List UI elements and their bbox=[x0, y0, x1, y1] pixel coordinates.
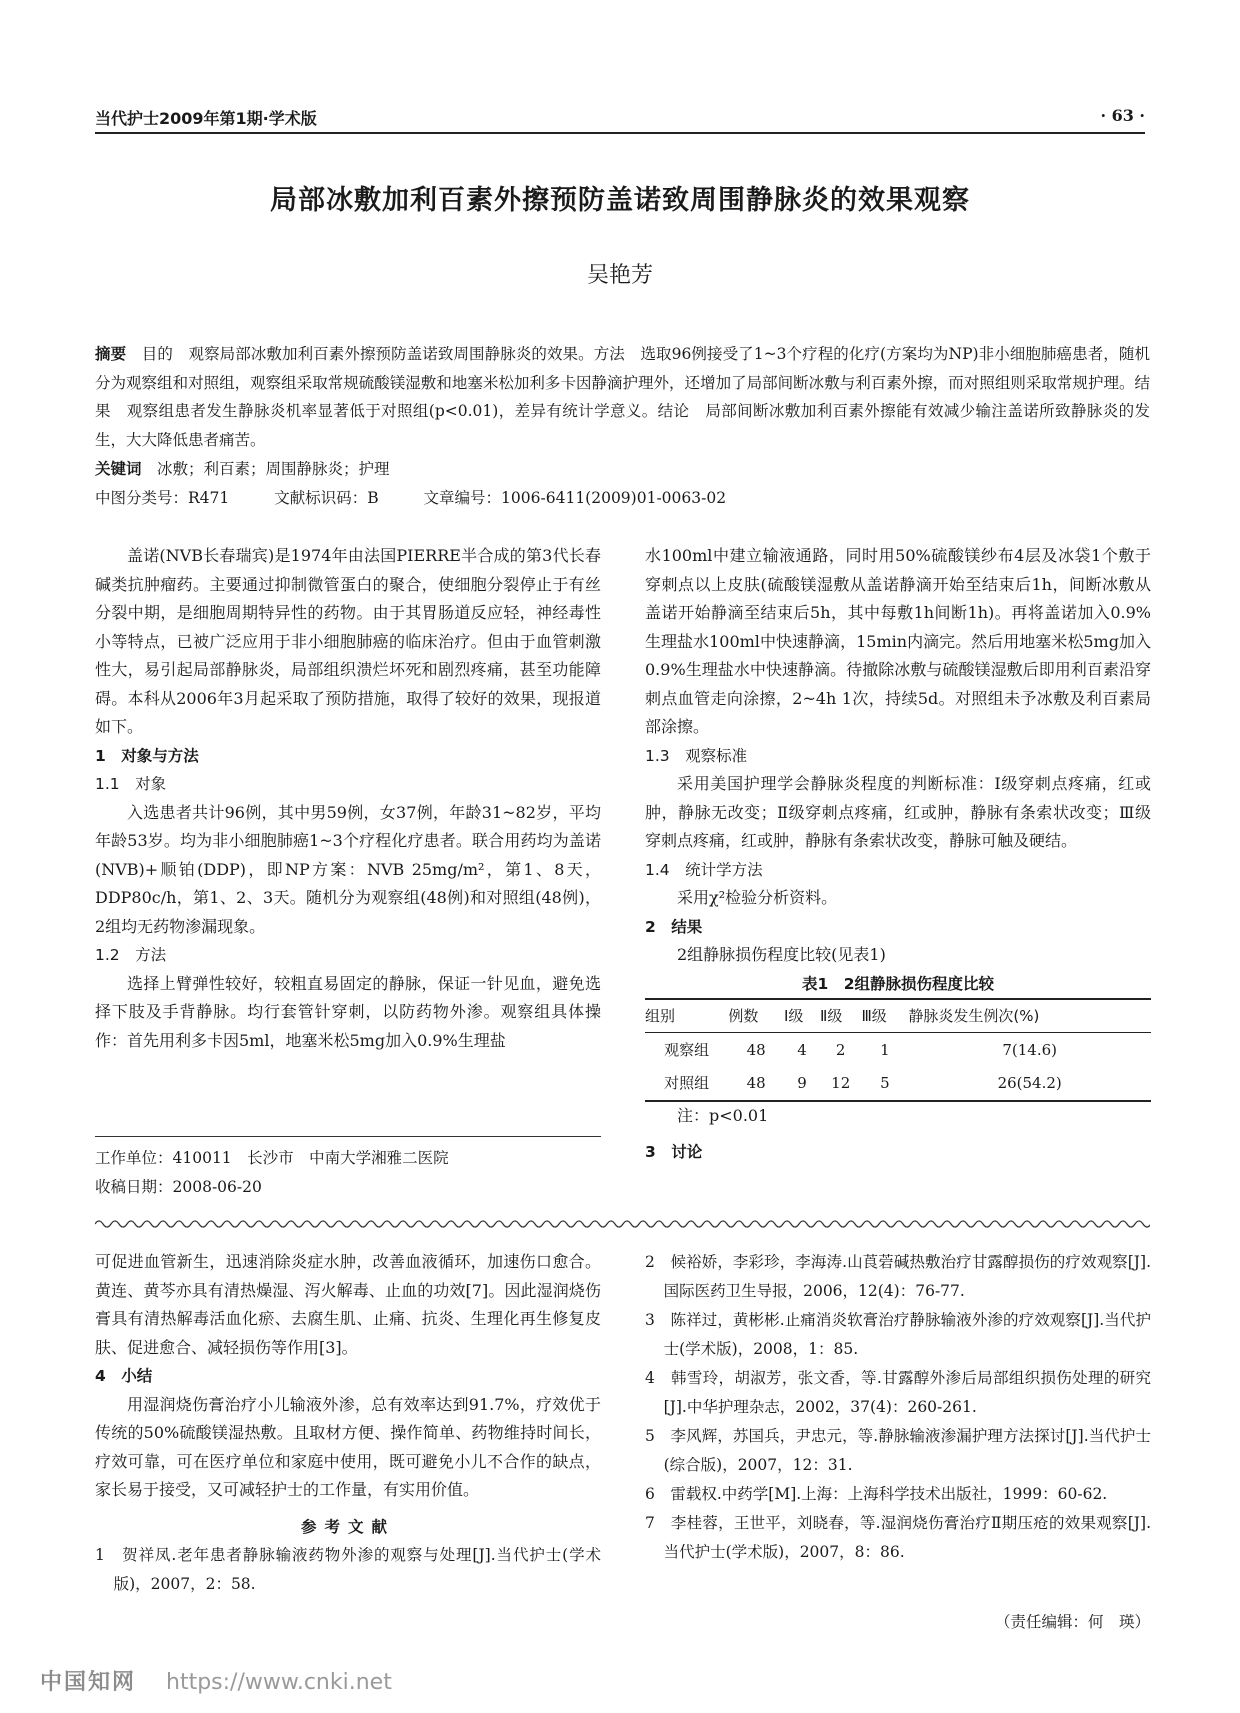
keywords-text: 冰敷；利百素；周围静脉炎；护理 bbox=[157, 460, 390, 478]
footnote bbox=[95, 1144, 449, 1202]
paragraph: 选择上臂弹性较好，较粗直易固定的静脉，保证一针见血，避免选择下肢及手背静脉。均行套管针穿刺，以防药物外渗。观察组具体操作：首先用利多卡因5ml，地塞米松5mg加入0.9%生理盐 bbox=[95, 973, 601, 1050]
cnki-watermark bbox=[40, 1665, 392, 1696]
keywords-label: 关键词 bbox=[95, 460, 142, 478]
table-cell: 1 bbox=[880, 1040, 890, 1059]
clc-number: 中图分类号：R471 bbox=[95, 489, 230, 507]
table-header-cell: Ⅱ级 bbox=[820, 999, 861, 1033]
subsection-heading: 1.2 方法 bbox=[95, 946, 167, 964]
paragraph: 可促进血管新生，迅速消除炎症水肿，改善血液循环，加速伤口愈合。黄连、黄芩亦具有清热燥湿、泻火解毒、止血的功效[7]。因此湿润烧伤膏具有清热解毒活血化瘀、去腐生肌、止痛、抗炎、生理化再生修复皮肤、促进愈合、减轻损伤等作用[3]。 bbox=[95, 1252, 601, 1357]
right-column-top bbox=[645, 542, 1151, 1167]
reference-item: 5 李风辉，苏国兵，尹忠元，等.静脉输液渗漏护理方法探讨[J].当代护士(综合版)，2007，12：31. bbox=[645, 1427, 1151, 1474]
keywords bbox=[95, 457, 390, 479]
intro-paragraph: 盖诺(NVB长春瑞宾)是1974年由法国PIERRE半合成的第3代长春碱类抗肿瘤药。主要通过抑制微管蛋白的聚合，使细胞分裂停止于有丝分裂中期，是细胞周期特异性的药物。由于其胃肠道反应轻，神经毒性小等特点，已被广泛应用于非小细胞肺癌的临床治疗。但由于血管刺激性大，易引起局部静脉炎，局部组织溃烂坏死和剧烈疼痛，甚至功能障碍。本科从2006年3月起采取了预防措施，取得了较好的效果，现报道如下。 bbox=[95, 546, 601, 736]
cnki-url: https://www.cnki.net bbox=[166, 1670, 392, 1695]
running-header bbox=[95, 102, 1145, 134]
left-column-top bbox=[95, 542, 601, 1055]
paragraph: 2组静脉损伤程度比较(见表1) bbox=[677, 945, 886, 964]
abstract-body: 目的 观察局部冰敷加利百素外擦预防盖诺致周围静脉炎的效果。方法 选取96例接受了1~3个疗程的化疗(方案均为NP)非小细胞肺癌患者，随机分为观察组和对照组，观察组采取常规硫酸镁湿敷和地塞米松加利多卡因静滴护理外，还增加了局部间断冰敷与利百素外擦，而对照组则采取常规护理。结果 观察组患者发生静脉炎机率显著低于对照组(p<0.01)，差异有统计学意义。结论 局部间断冰敷加利百素外擦能有效减少输注盖诺所致静脉炎的发生，大大降低患者痛苦。 bbox=[95, 345, 1150, 449]
paragraph: 采用χ²检验分析资料。 bbox=[677, 888, 838, 907]
table-note: 注：p<0.01 bbox=[677, 1105, 769, 1125]
table-cell: 12 bbox=[820, 1067, 861, 1101]
right-column-bottom bbox=[645, 1248, 1151, 1567]
results-table bbox=[645, 998, 1151, 1102]
abstract-label: 摘要 bbox=[95, 345, 127, 363]
doc-code: 文献标识码：B bbox=[274, 489, 379, 507]
page-number: · 63 · bbox=[1100, 106, 1145, 125]
received-date: 收稿日期：2008-06-20 bbox=[95, 1178, 262, 1196]
article-title: 局部冰敷加利百素外擦预防盖诺致周围静脉炎的效果观察 bbox=[270, 185, 970, 216]
table-cell: 对照组 bbox=[645, 1067, 728, 1101]
paragraph: 水100ml中建立输液通路，同时用50%硫酸镁纱布4层及冰袋1个敷于穿刺点以上皮肤(硫酸镁湿敷从盖诺静滴开始至结束后1h，间断冰敷从盖诺开始静滴至结束后5h，其中每敷1h间断1h)。再将盖诺加入0.9%生理盐水100ml中快速静滴，15min内滴完。然后用地塞米松5mg加入0.9%生理盐水中快速静滴。待撤除冰敷与硫酸镁湿敷后即用利百素沿穿刺点血管走向涂擦，2~4h 1次，持续5d。对照组未予冰敷及利百素局部涂擦。 bbox=[645, 546, 1151, 736]
subsection-heading: 1.4 统计学方法 bbox=[645, 860, 763, 879]
cnki-logo: 中国知网 bbox=[40, 1670, 137, 1695]
reference-item: 3 陈祥过，黄彬彬.止痛消炎软膏治疗静脉输液外渗的疗效观察[J].当代护士(学术版)，2008，1：85. bbox=[645, 1311, 1151, 1358]
subsection-heading: 1.1 对象 bbox=[95, 775, 167, 793]
responsible-editor: （责任编辑：何 瑛） bbox=[994, 1613, 1150, 1631]
table-header-cell: Ⅲ级 bbox=[861, 999, 908, 1033]
section-heading: 4 小结 bbox=[95, 1367, 153, 1385]
table-cell: 9 bbox=[784, 1067, 820, 1101]
references-title: 参考文献 bbox=[300, 1517, 395, 1536]
table-cell: 2 bbox=[835, 1040, 846, 1059]
table-cell: 5 bbox=[861, 1067, 908, 1101]
table-header-cell: 组别 bbox=[645, 999, 728, 1033]
section-heading: 2 结果 bbox=[645, 917, 703, 936]
reference-item: 2 候裕娇，李彩珍，李海涛.山莨菪碱热敷治疗甘露醇损伤的疗效观察[J].国际医药卫生导报，2006，12(4)：76-77. bbox=[645, 1253, 1151, 1300]
left-column-bottom bbox=[95, 1248, 601, 1599]
table-title: 表1 2组静脉损伤程度比较 bbox=[801, 974, 995, 993]
abstract bbox=[95, 340, 1150, 454]
table-row bbox=[645, 1067, 1151, 1101]
table-cell: 48 bbox=[728, 1067, 784, 1101]
wavy-divider bbox=[95, 1218, 1150, 1230]
footnote-rule bbox=[95, 1136, 601, 1137]
reference-item: 6 雷载权.中药学[M].上海：上海科学技术出版社，1999：60-62. bbox=[645, 1485, 1108, 1503]
table-header-cell: 静脉炎发生例次(%) bbox=[908, 999, 1151, 1033]
table-cell: 26(54.2) bbox=[908, 1067, 1151, 1101]
journal-name: 当代护士2009年第1期·学术版 bbox=[95, 109, 317, 128]
section-heading: 3 讨论 bbox=[645, 1143, 703, 1161]
author: 吴艳芳 bbox=[586, 263, 653, 288]
article-meta bbox=[95, 486, 766, 508]
reference-item: 1 贺祥凤.老年患者静脉输液药物外渗的观察与处理[J].当代护士(学术版)，2007，2：58. bbox=[95, 1546, 601, 1593]
table-cell: 7(14.6) bbox=[1002, 1040, 1058, 1059]
table-header-cell: Ⅰ级 bbox=[784, 999, 820, 1033]
paragraph: 用湿润烧伤膏治疗小儿输液外渗，总有效率达到91.7%，疗效优于传统的50%硫酸镁湿热敷。且取材方便、操作简单、药物维持时间长，疗效可靠，可在医疗单位和家庭中使用，既可避免小儿不合作的缺点，家长易于接受，又可减轻护士的工作量，有实用价值。 bbox=[95, 1394, 601, 1499]
table-cell: 4 bbox=[797, 1040, 807, 1059]
article-number: 文章编号：1006-6411(2009)01-0063-02 bbox=[423, 489, 727, 507]
table-cell: 48 bbox=[746, 1040, 766, 1059]
paragraph: 采用美国护理学会静脉炎程度的判断标准：Ⅰ级穿刺点疼痛，红或肿，静脉无改变；Ⅱ级穿刺点疼痛，红或肿，静脉有条索状改变；Ⅲ级穿刺点疼痛，红或肿，静脉有条索状改变，静脉可触及硬结。 bbox=[645, 774, 1151, 850]
work-unit: 工作单位：410011 长沙市 中南大学湘雅二医院 bbox=[95, 1149, 449, 1167]
paragraph: 入选患者共计96例，其中男59例，女37例，年龄31~82岁，平均年龄53岁。均为非小细胞肺癌1~3个疗程化疗患者。联合用药均为盖诺(NVB)+顺铂(DDP)，即NP方案：NVB 25mg/m²，第1、8天，DDP80c/h，第1、2、3天。随机分为观察组(48例)和对照组(48例)，2组均无药物渗漏现象。 bbox=[95, 802, 601, 936]
table-cell: 观察组 bbox=[664, 1040, 710, 1059]
table-row bbox=[645, 1033, 1151, 1067]
table-header-cell: 例数 bbox=[728, 999, 784, 1033]
section-heading: 1 对象与方法 bbox=[95, 746, 199, 765]
reference-item: 4 韩雪玲，胡淑芳，张文香，等.甘露醇外渗后局部组织损伤处理的研究[J].中华护理杂志，2002，37(4)：260-261. bbox=[645, 1369, 1151, 1416]
subsection-heading: 1.3 观察标准 bbox=[645, 746, 748, 765]
reference-item: 7 李桂蓉，王世平，刘晓春，等.湿润烧伤膏治疗Ⅱ期压疮的效果观察[J].当代护士(学术版)，2007，8：86. bbox=[645, 1514, 1151, 1561]
